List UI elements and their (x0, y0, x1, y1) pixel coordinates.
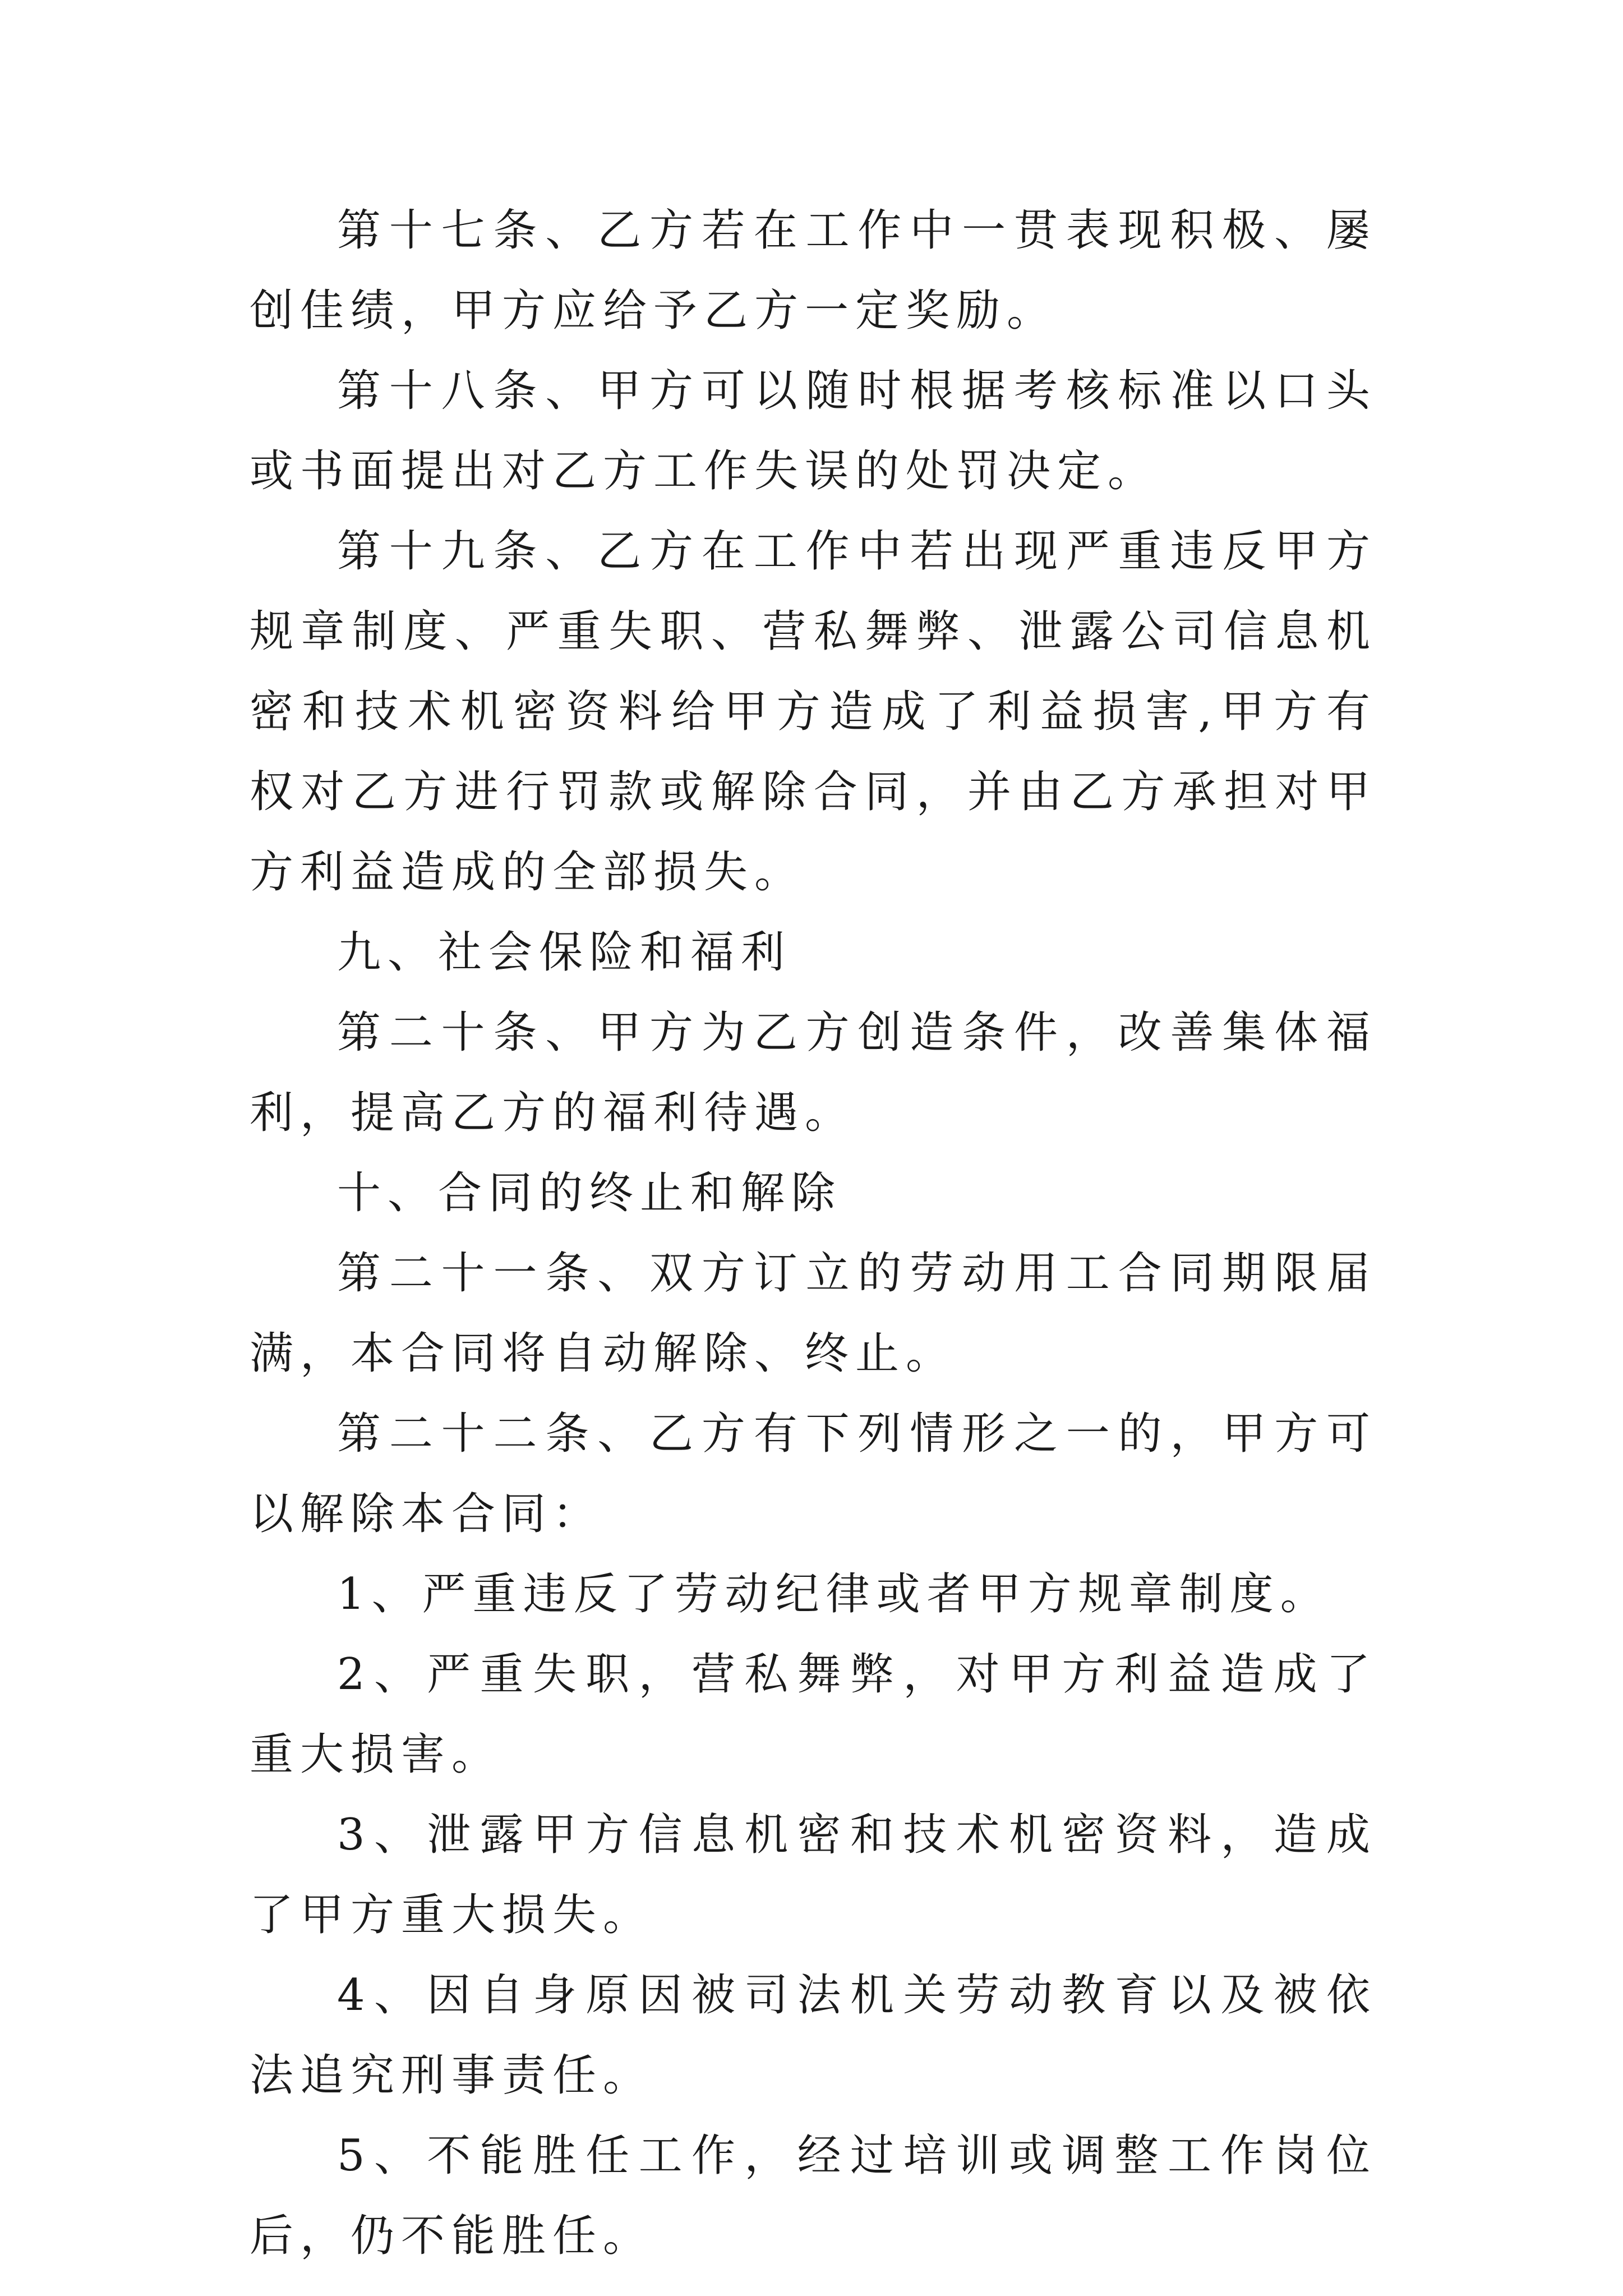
list-item-4: 4、因自身原因被司法机关劳动教育以及被依法追究刑事责任。 (250, 1970, 1377, 2101)
list-item-3: 3、泄露甲方信息机密和技术机密资料，造成了甲方重大损失。 (250, 1810, 1377, 1940)
article-20: 第二十条、甲方为乙方创造条件，改善集体福利，提高乙方的福利待遇。 (250, 1007, 1377, 1138)
contract-body (250, 191, 1377, 2276)
list-item-5: 5、不能胜任工作，经过培训或调整工作岗位后，仍不能胜任。 (250, 2131, 1377, 2261)
list-item-2: 2、严重失职，营私舞弊，对甲方利益造成了重大损害。 (250, 1649, 1377, 1780)
article-17: 第十七条、乙方若在工作中一贯表现积极、屡创佳绩，甲方应给予乙方一定奖励。 (250, 205, 1377, 336)
article-22: 第二十二条、乙方有下列情形之一的，甲方可以解除本合同： (250, 1409, 1377, 1539)
list-item-1: 1、严重违反了劳动纪律或者甲方规章制度。 (337, 1569, 1331, 1619)
section-heading-termination: 十、合同的终止和解除 (337, 1168, 842, 1218)
article-21: 第二十一条、双方订立的劳动用工合同期限届满，本合同将自动解除、终止。 (250, 1248, 1377, 1379)
article-18: 第十八条、甲方可以随时根据考核标准以口头或书面提出对乙方工作失误的处罚决定。 (250, 366, 1377, 496)
article-19: 第十九条、乙方在工作中若出现严重违反甲方规章制度、严重失职、营私舞弊、泄露公司信息机密和技术机密资料给甲方造成了利益损害,甲方有权对乙方进行罚款或解除合同，并由乙方承担对甲方利益造成的全部损失。 (250, 526, 1377, 898)
section-heading-social-insurance: 九、社会保险和福利 (337, 927, 792, 978)
